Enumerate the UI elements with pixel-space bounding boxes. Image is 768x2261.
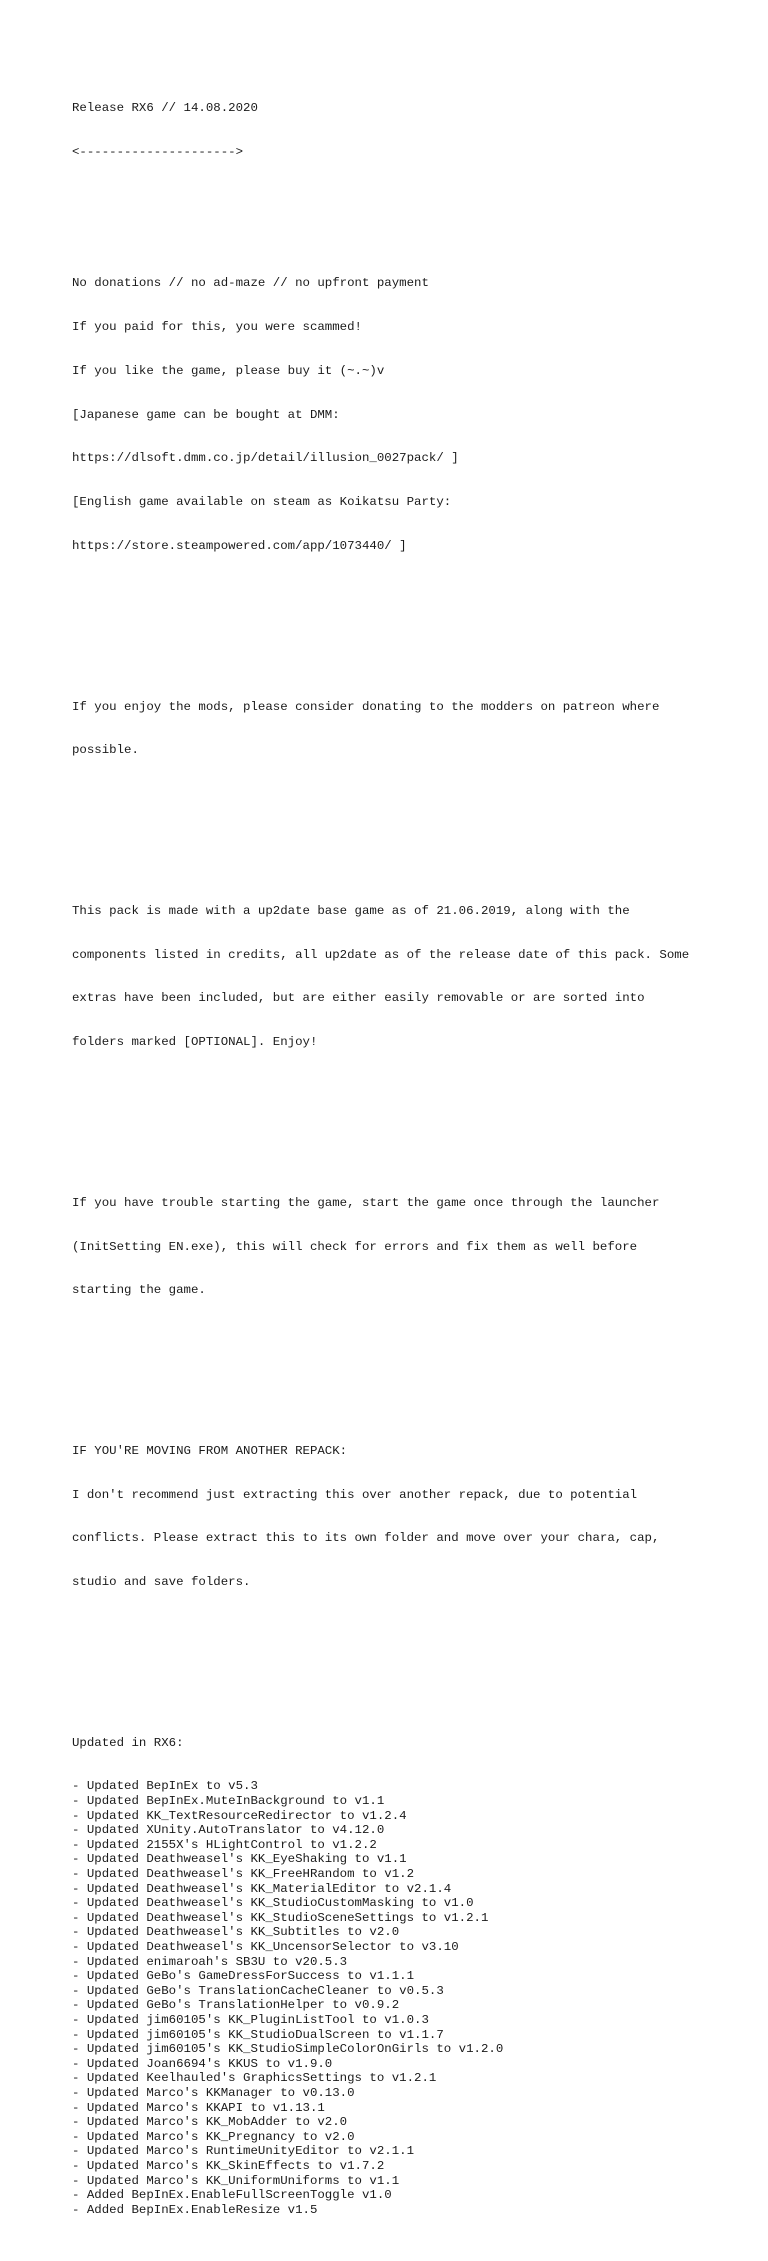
updates-section bbox=[72, 1707, 732, 2247]
update-item: - Updated Marco's KK_SkinEffects to v1.7.2 bbox=[72, 2158, 385, 2173]
notice-line: No donations // no ad-maze // no upfront payment bbox=[72, 276, 429, 291]
update-item: - Updated enimaroah's SB3U to v20.5.3 bbox=[72, 1954, 348, 1969]
update-item: - Updated GeBo's TranslationCacheCleaner to v0.5.3 bbox=[72, 1983, 444, 1998]
update-item: - Updated 2155X's HLightControl to v1.2.2 bbox=[72, 1837, 377, 1852]
pack-info-section bbox=[72, 875, 732, 1079]
update-item: - Updated Marco's RuntimeUnityEditor to v2.1.1 bbox=[72, 2144, 415, 2159]
document-body bbox=[72, 72, 732, 2261]
updates-heading: Updated in RX6: bbox=[72, 1735, 184, 1750]
blank-line bbox=[72, 612, 732, 627]
separator-line: <---------------------> bbox=[72, 144, 244, 159]
update-item: - Updated Deathweasel's KK_EyeShaking to v1.1 bbox=[72, 1852, 407, 1867]
release-title: Release RX6 // 14.08.2020 bbox=[72, 101, 258, 116]
update-item: - Updated BepInEx to v5.3 bbox=[72, 1779, 258, 1794]
update-item: - Updated Marco's KKAPI to v1.13.1 bbox=[72, 2100, 325, 2115]
update-item: - Updated BepInEx.MuteInBackground to v1.1 bbox=[72, 1794, 385, 1809]
update-item: - Updated Deathweasel's KK_StudioCustomMasking to v1.0 bbox=[72, 1896, 474, 1911]
update-item: - Updated jim60105's KK_StudioDualScreen to v1.1.7 bbox=[72, 2027, 444, 2042]
steam-link: https://store.steampowered.com/app/1073440/ ] bbox=[72, 539, 407, 553]
blank-line bbox=[72, 189, 732, 204]
update-item: - Updated Marco's KK_UniformUniforms to v1.1 bbox=[72, 2173, 400, 2188]
trouble-line: (InitSetting EN.exe), this will check for errors and fix them as well before bbox=[72, 1239, 638, 1254]
update-item: - Updated XUnity.AutoTranslator to v4.12.0 bbox=[72, 1823, 385, 1838]
update-item: - Updated GeBo's GameDressForSuccess to v1.1.1 bbox=[72, 1969, 415, 1984]
pack-info-line: components listed in credits, all up2date as of the release date of this pack. Some bbox=[72, 947, 690, 962]
pack-info-line: extras have been included, but are either easily removable or are sorted into bbox=[72, 991, 645, 1006]
notice-line: If you paid for this, you were scammed! bbox=[72, 320, 362, 335]
update-item: - Updated Deathweasel's KK_UncensorSelector to v3.10 bbox=[72, 1940, 459, 1954]
patreon-section bbox=[72, 670, 732, 787]
pack-info-line: This pack is made with a up2date base game as of 21.06.2019, along with the bbox=[72, 903, 630, 918]
update-item: - Added BepInEx.EnableFullScreenToggle v1.0 bbox=[72, 2188, 392, 2203]
moving-line: studio and save folders. bbox=[72, 1575, 251, 1590]
update-item: - Updated jim60105's KK_PluginListTool to v1.0.3 bbox=[72, 2012, 429, 2027]
trouble-section bbox=[72, 1167, 732, 1328]
notice-line: [English game available on steam as Koikatsu Party: bbox=[72, 495, 452, 510]
update-item: - Updated Deathweasel's KK_Subtitles to v2.0 bbox=[72, 1925, 400, 1940]
notice-line: [Japanese game can be bought at DMM: bbox=[72, 407, 340, 422]
moving-line: I don't recommend just extracting this over another repack, due to potential bbox=[72, 1487, 638, 1502]
update-item: - Updated GeBo's TranslationHelper to v0.9.2 bbox=[72, 1998, 400, 2013]
blank-line bbox=[72, 1356, 732, 1371]
update-item: - Added BepInEx.EnableResize v1.5 bbox=[72, 2202, 318, 2217]
blank-line bbox=[72, 816, 732, 831]
dmm-link: https://dlsoft.dmm.co.jp/detail/illusion_0027pack/ ] bbox=[72, 451, 459, 466]
update-list bbox=[72, 1779, 732, 2217]
notice-section bbox=[72, 247, 732, 583]
update-item: - Updated KK_TextResourceRedirector to v1.2.4 bbox=[72, 1808, 407, 1823]
moving-line: conflicts. Please extract this to its own folder and move over your chara, cap, bbox=[72, 1531, 660, 1546]
update-item: - Updated Joan6694's KKUS to v1.9.0 bbox=[72, 2056, 333, 2071]
update-item: - Updated jim60105's KK_StudioSimpleColorOnGirls to v1.2.0 bbox=[72, 2042, 504, 2057]
moving-heading: IF YOU'RE MOVING FROM ANOTHER REPACK: bbox=[72, 1443, 348, 1458]
blank-line bbox=[72, 1108, 732, 1123]
update-item: - Updated Marco's KKManager to v0.13.0 bbox=[72, 2085, 355, 2100]
update-item: - Updated Deathweasel's KK_StudioSceneSettings to v1.2.1 bbox=[72, 1910, 489, 1925]
update-item: - Updated Deathweasel's KK_MaterialEditor to v2.1.4 bbox=[72, 1881, 452, 1896]
trouble-line: If you have trouble starting the game, start the game once through the launcher bbox=[72, 1195, 660, 1210]
update-item: - Updated Marco's KK_MobAdder to v2.0 bbox=[72, 2115, 348, 2130]
update-item: - Updated Keelhauled's GraphicsSettings to v1.2.1 bbox=[72, 2071, 437, 2086]
update-item: - Updated Marco's KK_Pregnancy to v2.0 bbox=[72, 2129, 355, 2144]
pack-info-line: folders marked [OPTIONAL]. Enjoy! bbox=[72, 1035, 318, 1050]
update-item: - Updated Deathweasel's KK_FreeHRandom to v1.2 bbox=[72, 1867, 415, 1882]
patreon-line: possible. bbox=[72, 743, 139, 758]
trouble-line: starting the game. bbox=[72, 1283, 206, 1298]
moving-section bbox=[72, 1415, 732, 1619]
patreon-line: If you enjoy the mods, please consider donating to the modders on patreon where bbox=[72, 699, 660, 714]
notice-line: If you like the game, please buy it (~.~)v bbox=[72, 363, 385, 378]
blank-line bbox=[72, 1648, 732, 1663]
